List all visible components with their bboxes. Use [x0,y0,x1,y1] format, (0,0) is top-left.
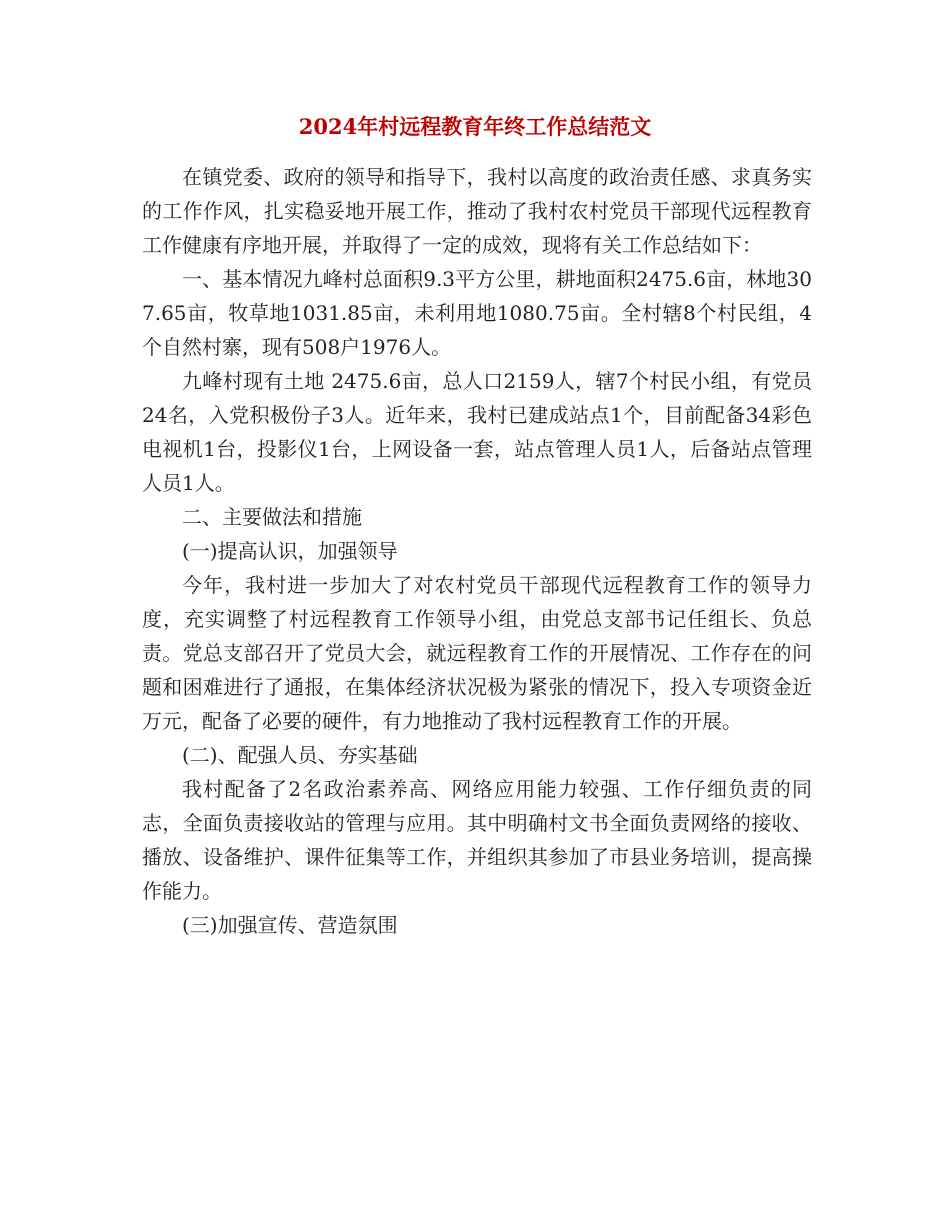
document-body [142,160,812,942]
section-heading-measures: 二、主要做法和措施 [182,505,362,529]
paragraph-intro: 在镇党委、政府的领导和指导下，我村以高度的政治责任感、求真务实的工作作风，扎实稳妥地开展工作，推动了我村农村党员干部现代远程教育工作健康有序地开展，并取得了一定的成效，现将有关工作总结如下： [142,165,812,257]
paragraph-basic-situation: 一、基本情况九峰村总面积9.3平方公里，耕地面积2475.6亩，林地307.65亩，牧草地1031.85亩，未利用地1080.75亩。全村辖8个村民组，4个自然村寨，现有508户1976人。 [142,267,812,359]
subheading-publicity: (三)加强宣传、营造氛围 [182,913,398,937]
paragraph-staffing: 我村配备了2名政治素养高、网络应用能力较强、工作仔细负责的同志，全面负责接收站的管理与应用。其中明确村文书全面负责网络的接收、播放、设备维护、课件征集等工作，并组织其参加了市县业务培训，提高操作能力。 [142,777,812,903]
subheading-staffing: (二)、配强人员、夯实基础 [182,743,418,767]
paragraph-land-population: 九峰村现有土地 2475.6亩，总人口2159人，辖7个村民小组，有党员24名，入党积极份子3人。近年来，我村已建成站点1个，目前配备34彩色电视机1台，投影仪1台，上网设备一套，站点管理人员1人，后备站点管理人员1人。 [142,369,812,495]
subheading-leadership: (一)提高认识，加强领导 [182,539,398,563]
document-title: 2024年村远程教育年终工作总结范文 [298,114,652,139]
paragraph-leadership: 今年，我村进一步加大了对农村党员干部现代远程教育工作的领导力度，充实调整了村远程教育工作领导小组，由党总支部书记任组长、负总责。党总支部召开了党员大会，就远程教育工作的开展情况、工作存在的问题和困难进行了通报，在集体经济状况极为紧张的情况下，投入专项资金近万元，配备了必要的硬件，有力地推动了我村远程教育工作的开展。 [142,573,812,733]
